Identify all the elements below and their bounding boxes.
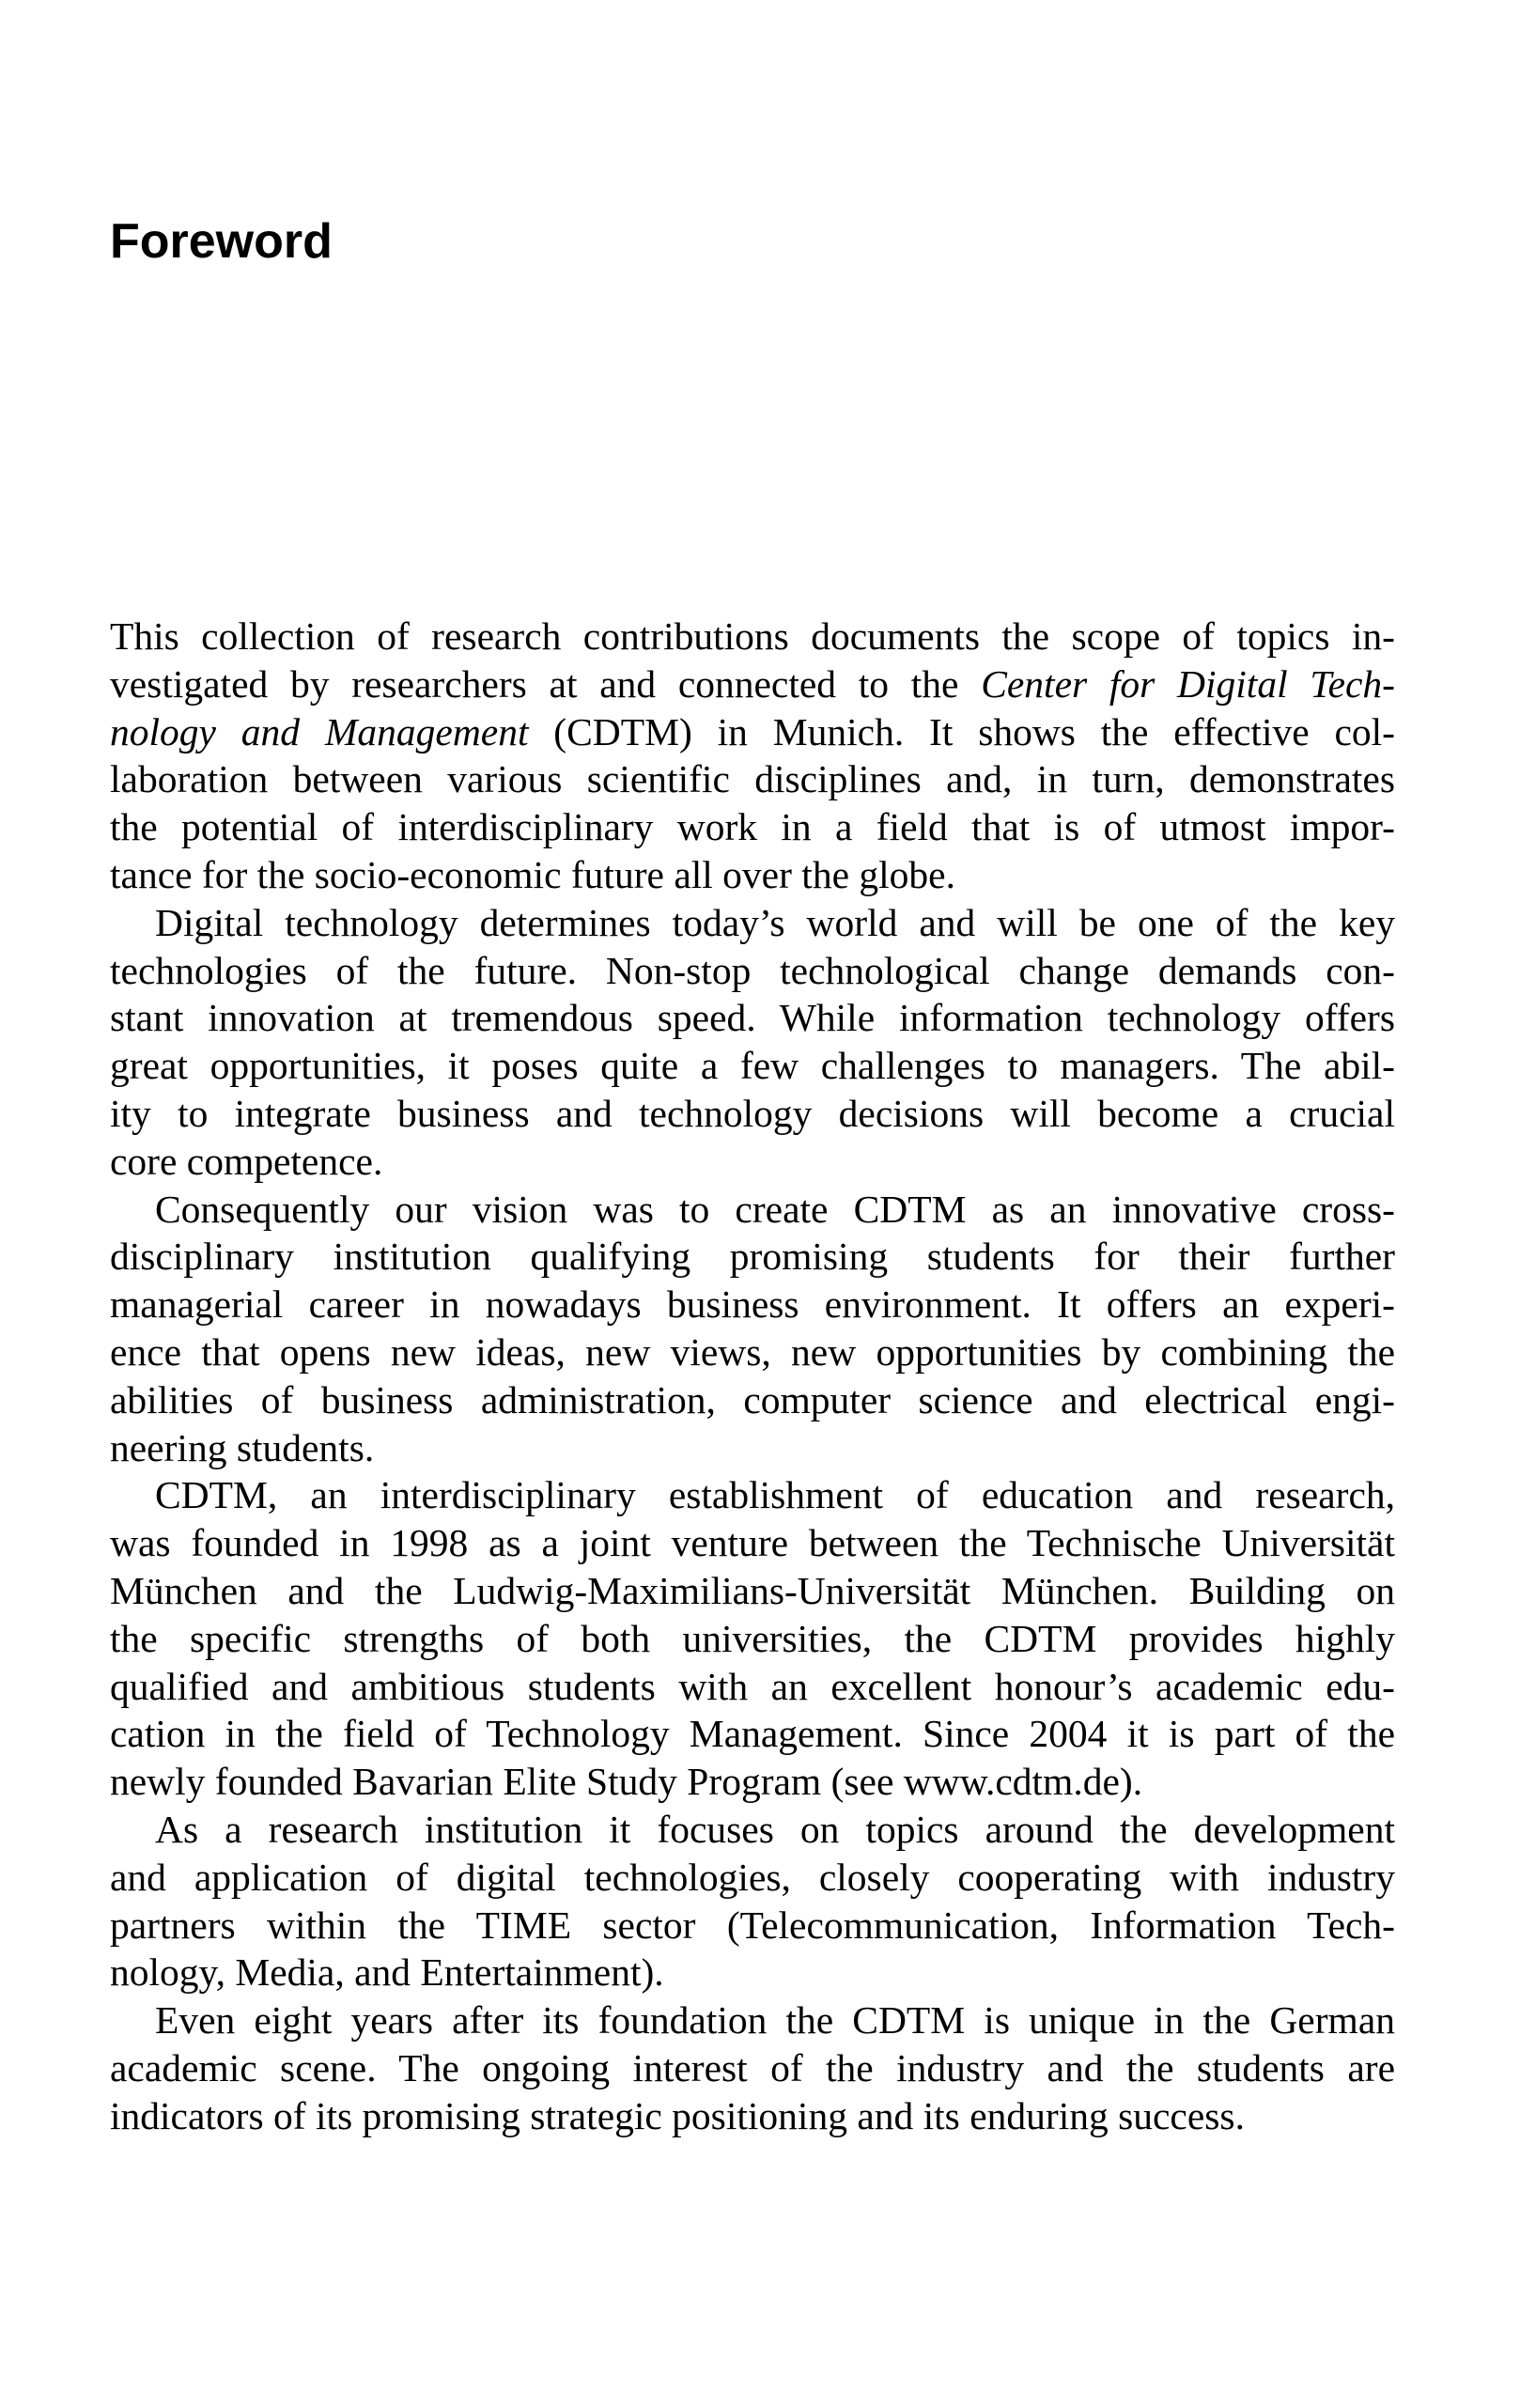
line-with-italic <box>110 708 1395 756</box>
line: the specific strengths of both universities, the CDTM provides highly <box>110 1616 1395 1660</box>
line: managerial career in nowadays business environment. It offers an experi- <box>110 1282 1395 1327</box>
paragraph-5 <box>110 1806 1395 1996</box>
institution-name-part-2: nology and Management <box>110 709 529 753</box>
line: partners within the TIME sector (Telecommunication, Information Tech- <box>110 1903 1395 1947</box>
paragraph-1 <box>110 613 1395 899</box>
line: stant innovation at tremendous speed. While information technology offers <box>110 996 1395 1040</box>
paragraph-2 <box>110 899 1395 1186</box>
line: the potential of interdisciplinary work in a field that is of utmost impor- <box>110 805 1395 849</box>
page-title: Foreword <box>110 214 333 269</box>
line: newly founded Bavarian Elite Study Program (see www.cdtm.de). <box>110 1760 1143 1804</box>
line: ity to integrate business and technology decisions will become a crucial <box>110 1091 1395 1135</box>
line-with-italic <box>110 660 1395 708</box>
line: cation in the field of Technology Management. Since 2004 it is part of the <box>110 1712 1395 1756</box>
line: academic scene. The ongoing interest of the industry and the students are <box>110 2045 1395 2090</box>
line: CDTM, an interdisciplinary establishment of education and research, <box>155 1473 1395 1517</box>
line: core competence. <box>110 1139 383 1183</box>
line: ence that opens new ideas, new views, new opportunities by combining the <box>110 1329 1395 1374</box>
line: qualified and ambitious students with an excellent honour’s academic edu- <box>110 1664 1395 1708</box>
line: This collection of research contributions documents the scope of topics in- <box>110 614 1395 658</box>
line: Consequently our vision was to create CDTM as an innovative cross- <box>155 1187 1395 1231</box>
line: Digital technology determines today’s world and will be one of the key <box>155 900 1395 944</box>
line-segment: (CDTM) in Munich. It shows the effective col- <box>528 709 1395 753</box>
line: As a research institution it focuses on topics around the development <box>155 1807 1395 1851</box>
line-segment: vestigated by researchers at and connected to the <box>110 661 982 706</box>
paragraph-6 <box>110 1996 1395 2139</box>
line: neering students. <box>110 1425 375 1469</box>
line: was founded in 1998 as a joint venture between the Technische Universität <box>110 1521 1395 1565</box>
line: abilities of business administration, computer science and electrical engi- <box>110 1377 1395 1421</box>
line: and application of digital technologies, closely cooperating with industry <box>110 1855 1395 1899</box>
line: tance for the socio-economic future all over the globe. <box>110 852 955 896</box>
line: München and the Ludwig-Maximilians-Universität München. Building on <box>110 1568 1395 1612</box>
line: Even eight years after its foundation the CDTM is unique in the German <box>155 1998 1395 2043</box>
paragraph-3 <box>110 1186 1395 1472</box>
line: nology, Media, and Entertainment). <box>110 1950 664 1995</box>
line: laboration between various scientific disciplines and, in turn, demonstrates <box>110 757 1395 801</box>
paragraph-4 <box>110 1471 1395 1806</box>
foreword-body <box>110 613 1395 2140</box>
line: disciplinary institution qualifying promising students for their further <box>110 1235 1395 1279</box>
line: technologies of the future. Non-stop technological change demands con- <box>110 948 1395 992</box>
line: indicators of its promising strategic positioning and its enduring success. <box>110 2093 1245 2137</box>
institution-name-part-1: Center for Digital Tech- <box>981 661 1395 706</box>
line: great opportunities, it poses quite a few challenges to managers. The abil- <box>110 1044 1395 1088</box>
